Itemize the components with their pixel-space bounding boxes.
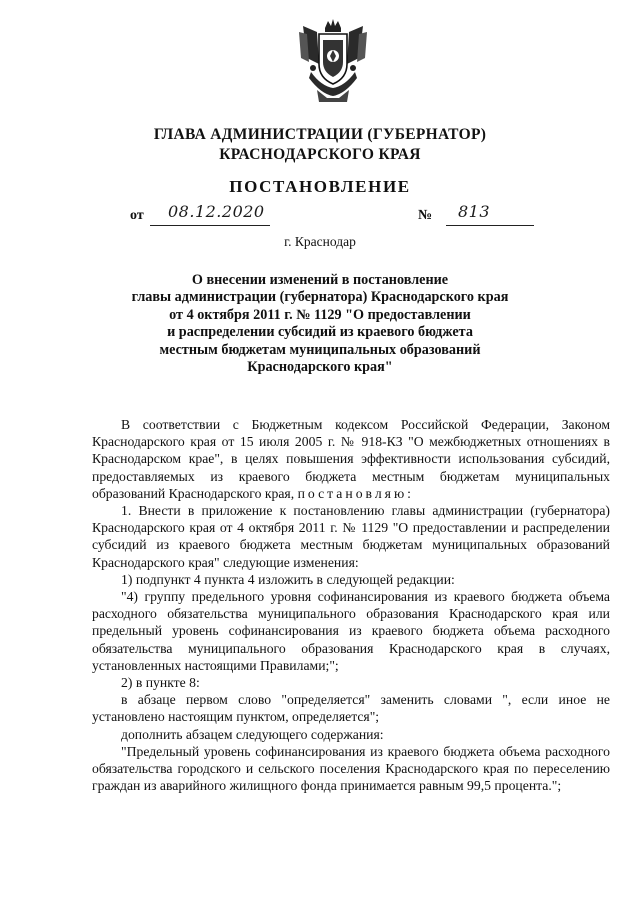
number-label: № bbox=[418, 208, 433, 223]
handwritten-number: 813 bbox=[458, 202, 491, 221]
body-paragraph-addition: дополнить абзацем следующего содержания: bbox=[121, 726, 384, 742]
document-body bbox=[92, 416, 610, 794]
body-paragraph-subitem-1: 1) подпункт 4 пункта 4 изложить в следующей редакции: bbox=[121, 571, 455, 587]
title-line: О внесении изменений в постановление bbox=[191, 272, 449, 288]
preamble-text: В соответствии с Бюджетным кодексом Российской Федерации, Законом Краснодарского края от 15 июля 2005 г. № 918-КЗ "О межбюджетных отношениях в Краснодарском крае", в целях повышения эффективности использования субсидий, предоставляемых из краевого бюджета местным бюджетам муниципальных образований Краснодарского края, bbox=[92, 417, 610, 501]
document-title bbox=[80, 272, 560, 376]
document-type-heading: ПОСТАНОВЛЕНИЕ bbox=[229, 177, 411, 196]
body-paragraph-quote-limit: "Предельный уровень софинансирования из краевого бюджета объема расходного обязательства городского и сельского поселения Краснодарского края по переселению граждан из аварийного жилищного фонда принимается равным 99,5 процента."; bbox=[92, 743, 610, 794]
date-label: от bbox=[130, 208, 144, 223]
handwritten-date: 08.12.2020 bbox=[168, 202, 265, 221]
title-line: и распределении субсидий из краевого бюджета bbox=[167, 324, 473, 341]
body-paragraph-quote-4: "4) группу предельного уровня софинансирования из краевого бюджета объема расходного обязательства муниципального образования Краснодарского края или предельный уровень софинансирования из краевого бюджета объема расходного обязательства муниципального образования Краснодарского края в случаях, установленных настоящими Правилами;"; bbox=[92, 589, 610, 673]
title-line: главы администрации (губернатора) Краснодарского края bbox=[131, 289, 509, 306]
title-line: Краснодарского края" bbox=[247, 359, 393, 376]
number-underline bbox=[446, 225, 534, 226]
title-line: местным бюджетам муниципальных образований bbox=[159, 341, 481, 358]
body-paragraph-amendment: в абзаце первом слово "определяется" заменить словами ", если иное не установлено настоящим пунктом, определяется"; bbox=[92, 692, 610, 725]
resolution-word: постановляю: bbox=[297, 485, 414, 501]
date-underline bbox=[150, 225, 270, 226]
coat-of-arms-emblem bbox=[297, 18, 369, 104]
title-line: от 4 октября 2011 г. № 1129 "О предоставлении bbox=[169, 306, 471, 323]
body-paragraph-subitem-2: 2) в пункте 8: bbox=[121, 675, 200, 691]
body-paragraph-item-1: 1. Внести в приложение к постановлению главы администрации (губернатора) Краснодарского края от 4 октября 2011 г. № 1129 "О предоставлении и распределении субсидий из краевого бюджета местным бюджетам муниципальных образований Краснодарского края" следующие изменения: bbox=[92, 503, 610, 570]
body-paragraph-preamble bbox=[92, 416, 610, 502]
issuer-title-line-1: ГЛАВА АДМИНИСТРАЦИИ (ГУБЕРНАТОР) bbox=[153, 126, 487, 143]
city-label: г. Краснодар bbox=[284, 234, 356, 249]
issuer-title-line-2: КРАСНОДАРСКОГО КРАЯ bbox=[219, 146, 421, 163]
